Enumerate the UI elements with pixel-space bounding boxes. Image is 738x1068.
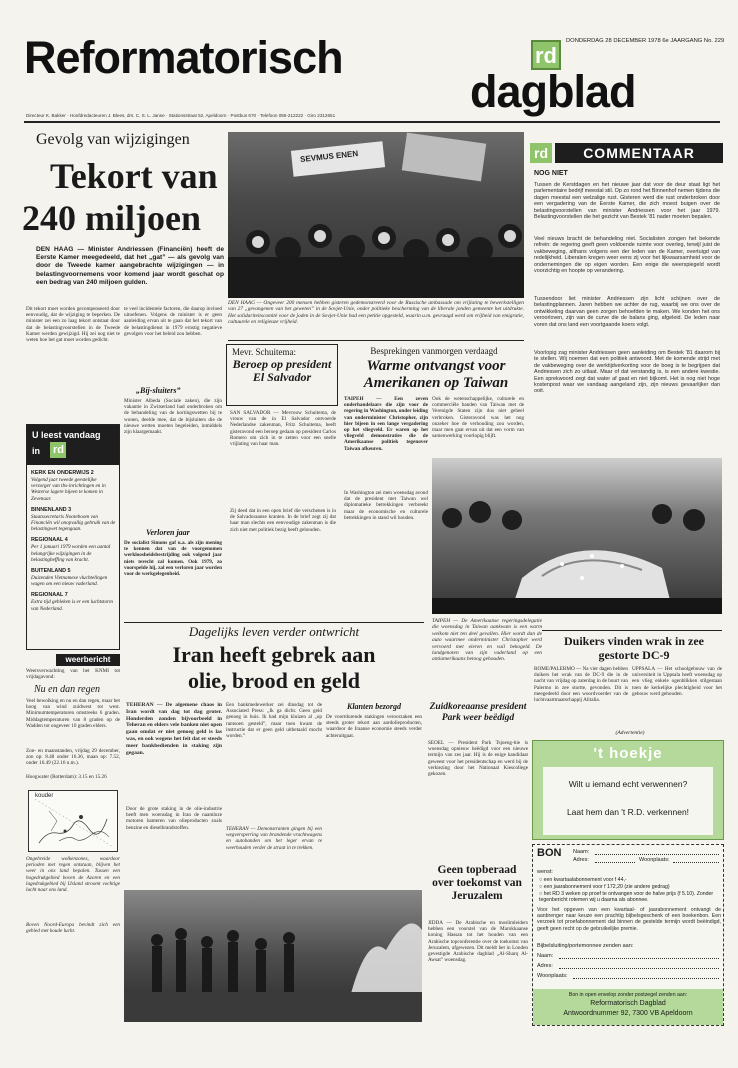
bon-address2-field[interactable] (559, 968, 719, 969)
toc-item-text: Volgend jaar tweede geestelijke verzorger van tbs-inrichtingen en in Westerse lagere bijeen te komen in Zevenaar. (31, 477, 106, 502)
bon-city-label: Woonplaats: (639, 857, 670, 863)
toc-item-head: REGIONAAL 7 (31, 592, 68, 599)
toc-title-bar (27, 425, 119, 465)
toc-item-text: Per 1 januari 1979 worden een aantal belangrijke wijzigingen in de belastingheffing van kracht. (31, 544, 111, 563)
iran-body: Door de grote staking in de olie-industrie heeft men woensdag in Iran de naamloze motoren hanteren van olieproducten zoals benzine en dieselbrandstoffen. (126, 806, 222, 831)
hoekje-question-box (543, 767, 713, 835)
demonstration-photo (228, 132, 524, 298)
jeruzalem-headline: Geen topberaad over toekomst van Jeruzalem (432, 864, 522, 902)
lead-body: Dit tekort moet worden gecompenseerd door eenvoudig, dat de wijziging te beperken. De minister zei een zo laag tekort ontstaat door dat de belastingvoorstellen in de Tweede Kamer werden gewijzigd. Hij zei nog niet te weten hoe het gat moet worden gedicht. (26, 306, 120, 344)
taiwan-body: TAIPEH — Een zeven onderhandelaars die zijn voor de regering in Washington, onder leiding van onderminister Christopher, zijn hier bijeen in een lange vergadering op het vliegveld. Er waren op het vliegveld demonstraties die de Amerikaanse politiek tegenover Taiwan afkeuren. (344, 396, 428, 452)
duikers-rule (542, 630, 722, 631)
lead-subhead-2: Verloren jaar (146, 528, 190, 537)
duikers-headline: Duikers vinden wrak in zee gestorte DC-9 (563, 634, 704, 662)
masthead-rule (24, 121, 720, 123)
bon-option[interactable]: ○ een jaarabonnement voor f 172,20 (zie andere gedrag) (539, 884, 670, 890)
hoekje-answer: Laat hem dan 't R.D. verkennen! (566, 807, 690, 817)
toc-item[interactable] (31, 592, 117, 611)
bon-footer-line2: Reformatorisch Dagblad (590, 1000, 666, 1007)
bon-footer (533, 989, 723, 1025)
bon-wenst: wenst: (537, 869, 553, 875)
commentaar-body-3: Tussendoor liet minister Andriessen zijn licht schijnen over de belastingplannen. Jaren hebben we achter de rug, waarbij we ons over de ontwikkeling daarvan geen zorgen behoefden te maken. We konden het ons veroorloven, zijn van de curve die de balans ging, afgeleid. De leden naar voren dat ons land een voortgaande koers volgt. (534, 296, 720, 328)
lead-body-3: Minister Albeda (Sociale zaken), die zijn vakantie in Zwitserland had onderbroken om de behandeling van de kortingswetten bij te wonen, deelde mee, dat de bijsluiters die de nieuwe wetten moeten begeleiden, inmiddels zijn klaargemaakt. (124, 398, 222, 436)
bon-name-label: Naam: (573, 849, 590, 855)
bon-title: BON (537, 847, 562, 859)
lead-headline-2: 240 miljoen (22, 198, 201, 238)
iran-headline-1: Iran heeft gebrek aan (172, 642, 376, 667)
duikers-body: ROME/PALERMO — Na vier dagen hebben duikers het wrak van de DC-9 die in de nacht van vrijdag op zaterdag in de buurt van Palermo in zee stortte, gevonden. Dit is meegedeeld door een woordvoerder van de luchtvaartmaatschappij Alitalia. (534, 666, 628, 704)
advertentie-label: (Advertentie) (615, 730, 645, 736)
toc-item-text: Staatssecretaris Nooteboom van Financiën wil onopvallig gebruik van de belastingwet tegengaan. (31, 513, 116, 533)
lead-subhead: „Bij-sluiters” (136, 386, 181, 395)
bon-option[interactable]: ○ een kwartaalabonnement voor f 44,- (539, 877, 627, 883)
iran-photo-caption: TEHERAN — Demonstranten gingen bij een wegversperring van brandende vrachtwagens en autobanden om het leger ervan te weerhouden verder de straat in te trekken. (226, 826, 322, 851)
bon-name-field[interactable] (595, 854, 719, 855)
weather-label: weerbericht (56, 654, 120, 666)
lead-intro: DEN HAAG — Minister Andriessen (Financiën) heeft de Eerste Kamer meegedeeld, dat het „gat” — als gevolg van door de Tweede kamer aangebrachte wijzigingen — in belastingvoornemens voor komend jaar wordt geschat op een bedrag van 240 miljoen gulden. (36, 246, 224, 286)
bon-footer-line3: Antwoordnummer 92, 7300 VB Apeldoorn (563, 1010, 693, 1017)
toc-logo: rd (50, 442, 66, 458)
toc-item-head: KERK EN ONDERWIJS 2 (31, 470, 94, 476)
iran-body-2: Een bankmedewerker zei dinsdag tot de Associated Press: „Ik ga dicht. Geen geld genoeg in huis. Ik had mijn kluizen al „op rantsoen gesteld”, maar toen kwam de instructie dat er geen geld uitbetaald mocht worden.” (226, 702, 322, 740)
commentaar-logo: rd (530, 143, 552, 163)
lead-kicker: Gevolg van wijzigingen (36, 131, 190, 148)
toc-item[interactable] (31, 537, 117, 563)
taiwan-photo-caption: TAIPEH — De Amerikaanse regeringsdelegatie die woensdag in Taiwan aankwam is een warm welkom niet ten deel gevallen. Hier wordt dan de auto waarmee onderminister Christopher werd vervoerd met eieren en vuil bekogeld. De landgenoten van zijn vaderland op een antiamerikaans betoog gehouden. (432, 618, 542, 663)
weather-map (28, 790, 118, 852)
hoekje-title: 't hoekje (593, 745, 663, 762)
bon-body: Voor het opgeven van een kwartaal- of jaarabonnement ontvangt de aanbrenger naar keuze een prachtig bijbelsgeschenk of een boekenbon. Een verzoek tot proefabonnement dat binnen de gestelde termijn wordt beëindigd, geeft geen recht op de gebruikelijke premie. (537, 907, 721, 932)
schuitema-body-2: Zij deed dat in een open brief die verschenen is in de Salvadoraanse kranten. In de brief zegt zij dat haar man slechts een eenvoudige zakenman is die zich niet met politiek bezig heeft gehouden. (230, 508, 336, 533)
duikers-body-2: UPPSALA — Het schoolgebouw van de universiteit in Uppsala heeft woensdag op een vlieg enkele ogenblikken stilgestaan toen de kerkelijke plechtigheid voor het gebouw werd gehouden. (632, 666, 722, 697)
weather-map-caption-2: Boven Noord-Europa bevindt zich een gebied met koude lucht. (26, 922, 120, 935)
weather-map-caption: Ongebreide wolkenzones, waardoor perioden met regen ontstaan, blijven het weer in ons land bepalen. Tussen een hogedrukgebied boven de Azoren en een lagedrukgebied bij IJsland stroomt vochtige lucht naar ons land. (26, 856, 120, 894)
taiwan-headline: Warme ontvangst voor Amerikanen op Taiwan (363, 358, 509, 391)
lead-headline-1: Tekort van (50, 156, 218, 196)
toc-title-line1: U leest vandaag (32, 430, 101, 440)
hoekje-ad (532, 740, 724, 840)
lead-body-4: De socialist Simons gaf u.a. als zijn mening te kennen dat van de voorgenomen werkloosheidsbestrijding ook volgend jaar niets terecht zal komen. Ook 1979, zo voorspelde hij, zal een verloren jaar worden voor de werkgelegenheid. (124, 540, 222, 578)
toc-items (31, 470, 117, 612)
bon-address-label: Adres: (573, 857, 589, 863)
bon-city2-field[interactable] (573, 978, 719, 979)
demonstration-sign: SEVMUS ENEN (299, 148, 359, 165)
toc-item[interactable] (31, 568, 117, 587)
schuitema-byline: Mevr. Schuitema: (232, 347, 296, 357)
bon-city-field[interactable] (673, 862, 719, 863)
taiwan-body-2: In Washington zei men woensdag avond dat de president met Taiwan wel diplomatieke betrekkingen verbreekt maar de economische en culturele betrekkingen in stand wil houden. (344, 490, 428, 521)
hoekje-question: Wilt u iemand echt verwennen? (568, 779, 688, 789)
weather-title: Nu en dan regen (34, 684, 101, 695)
bon-option[interactable]: ○ het RD 3 weken op proef te ontvangen voor de halve prijs (f 5.10). Zonder tegenbericht rotemen wij u daarna als abonnee. (539, 891, 714, 904)
iran-subhead: Klanten bezorgd (346, 702, 401, 711)
bon-name2-label: Naam: (537, 953, 554, 959)
masthead-credits: Directeur K. Bakker · Hoofdredacteuren J. Blees, drs. C. S. L. Janse · Stationsstraat 52, Apeldoorn · Postbus 670 · Telefoon 055-212222 · Giro 2312651 (26, 113, 336, 118)
masthead-title-left: Reformatorisch (24, 32, 343, 83)
weather-map-label: kouder (35, 793, 54, 799)
bon-address2-label: Adres: (537, 963, 553, 969)
weather-tide: Hoogwater (Rotterdam): 3.15 en 15.26 (26, 774, 107, 780)
demonstration-photo-crowd (228, 132, 524, 298)
masthead-edition: DONDERDAG 28 DECEMBER 1978 6e JAARGANG No. 229 (566, 38, 725, 44)
weather-map-drawing (29, 791, 118, 852)
bon-city2-label: Woonplaats: (537, 973, 568, 979)
demonstration-caption: DEN HAAG — Ongeveer 200 mensen hebben gisteren gedemonstreerd voor de Russische ambassade om vrijlating te bewerkstelligen van 27 „gevangenen van het geweten” in de Sovjet-Unie, onder politieke bescherming van de liberale jonden gemeente het uitdrukte. Het solidariteitscomité voor de joden in de Sovjet-Unie had een petitie opgesteld, waarin u.m. gevraagd werd om vrijheid van emigratie, cultuurele en religieuze vrijheid. (228, 300, 524, 326)
toc-item-text: Duizenden Vietnamese vluchtelingen wagen om een nieuw vaderland. (31, 575, 108, 588)
commentaar-subtitle: NOG NIET (534, 170, 568, 177)
bon-name2-field[interactable] (559, 958, 719, 959)
toc-item-text: Extra tijd gebleken is er een luchtstorm van Nederland. (31, 599, 113, 612)
jeruzalem-body: JIDDA — De Arabische en moslimleiders hebben een voorstel van de Marokkaanse koning Hassan tot het houden van een Arabische topconferentie over de toekomst van Jeruzalem, afgewezen. Dit meldt het in Londen gevestigde Arabische dagblad „Al-Sharq Al-Awsat” woensdag. (428, 920, 528, 964)
taiwan-body-3: Ook de wetenschappelijke, culturele en commerciële banden van Taiwan met de Verenigde Staten zijn dus niet geheel verbroken. Gisteravond was het nog onzeker hoe de verhouding zou worden, maar men gaat ervan uit dat een vorm van samenwerking voorlopig blijft. (432, 396, 524, 440)
toc-item-head: BUITENLAND 5 (31, 568, 71, 575)
iran-photo-scene (124, 890, 422, 1022)
commentaar-body: Tussen de Kerstdagen en het nieuwe jaar dat voor de deur staat ligt het parlementaire bedrijf meestal stil. Op zo rond het Binnenhof nemen tijdens die dagen meestal een welzalige rust. Gisteren werd die rust onderbroken door een vergadering van de Eerste Kamer, die zich moest buigen over de belastingvoorstellen van minister Andriessen voor het jaar 1979. Belastingvoorstellen die het gezicht van Bestek '81 nader moeten bepalen. (534, 182, 720, 221)
toc-item[interactable] (31, 470, 117, 502)
iran-body-3: De voortdurende stakingen veroorzaken een steeds groter tekort aan aardolieproducten, waardoor de Iraanse economie steeds verder achteruitgaat. (326, 714, 422, 739)
weather-intro: Weersverwachting van het KNMI tot vrijdagavond: (26, 668, 120, 681)
bon-address-field[interactable] (595, 862, 635, 863)
bon-pay: Bijbelsluiting/portemonnee zenden aan: (537, 943, 634, 949)
weather-body: Veel bewolking en nu en dan regen, maar het hoog van wind zuidwest tot west. Minimumtemperaturen omstreeks 6 graden. Middagtemperaturen van 8 graden op de Wadden tot ongeveer 10 graden elders. (26, 698, 120, 729)
iran-photo (124, 890, 422, 1022)
taiwan-photo-scene (432, 458, 722, 614)
commentaar-title: COMMENTAAR (555, 143, 723, 163)
iran-top-rule (124, 622, 424, 623)
toc-item-head: REGIONAAL 4 (31, 537, 68, 544)
iran-headline-2: olie, brood en geld (188, 668, 360, 693)
schuitema-body: SAN SALVADOR — Mevrouw Schuitema, de vrouw van de in El Salvador ontvoerde Nederlandse zakenman, Fritz Schuitema, heeft gisteravond een beroep gedaan op president Carlos Romero om zich in te zetten voor een snelle vrijlating van haar man. (230, 410, 336, 448)
iran-intro: TEHERAN — De algemene chaos in Iran wordt van dag tot dag groter. Honderden zonden bijvoorbeeld in Teheran en elders vele banken niet open gaan omdat er niet genoeg geld is las was, en ook wegens het feit dat er steeds meer bankbedienden in staking zijn gegaan. (126, 702, 222, 756)
toc-item[interactable] (31, 507, 117, 533)
iran-kicker: Dagelijks leven verder ontwricht (188, 624, 360, 639)
bon-form (532, 844, 724, 1026)
taiwan-kicker: Besprekingen vanmorgen verdaagd (370, 346, 498, 356)
weather-sun: Zon- en maanstanden, vrijdag 29 december, zon op: 8.48 onder 16.36, maan op: 7.52, onder 16.49 (22.16 n.m.). (26, 748, 120, 767)
masthead-logo: rd (531, 40, 561, 70)
toc-item-head: BINNENLAND 3 (31, 506, 72, 513)
zuidkorea-body: SEOEL — President Park Tsjoeng-hie is woensdag opnieuw beëdigd voor een nieuwe termijn van zes jaar. Hij is de enige kandidaat geweest voor het presidentschap en werd bij de verkiezing door het Nationaal Kiescollege gekozen. (428, 740, 528, 778)
caption-rule (228, 340, 524, 341)
commentaar-body-2: Veel nieuws bracht de behandeling niet. Socialisten zongen het bekende refrein: de regering geeft geen voldoende ruimte voor overleg, terwijl juist de vakbeweging, althans volgens een der leden van de Kamer, overtuigd van redelijkheid. Liberalen kregen weer eens zij voor het lijkwaarsamheid voor de ondernemingen die op eigen worden. Een enige die weerspiegeld wordt voorzichtig en hoopte op verandering. (534, 236, 720, 275)
toc-title-line2: in (32, 446, 40, 456)
masthead-title-right: dagblad (470, 66, 636, 117)
lead-body-2: te veel incidentele factoren, die daarop invloed uitoefenen. Volgens de minister is er geen aanleiding ervan uit te gaan dat het tekort van de belastingdienst in 1979 ernstig negatieve gevolgen voor het beleid zou hebben. (124, 306, 222, 337)
taiwan-photo (432, 458, 722, 614)
bon-footer-line1: Bon in open envelop zonder postzegel zenden aan: (568, 992, 688, 998)
commentaar-body-4: Voorlopig zag minister Andriessen geen aanleiding om Bestek '81 daarom bij te stellen. Wij noemen dat een politiek antwoord. Met de komende strijd met de vakbeweging over de werktijdverkorting voor de boeg is te begrijpen dat Andriessen zich zo uitlaat. Maar of dat verstandig is, is een andere kwestie. Een sprekwoord zegt dat water af gaat en niet bijkomt. Het is nog niet hoge kostenpost waar we vandaag aangeland zijn, zijn nieuws gevaarlijker dan ooit. (534, 350, 720, 395)
schuitema-headline: Beroep op president El Salvador (232, 357, 332, 384)
zuidkorea-headline: Zuidkoreaanse president Park weer beëdigd (429, 702, 527, 723)
